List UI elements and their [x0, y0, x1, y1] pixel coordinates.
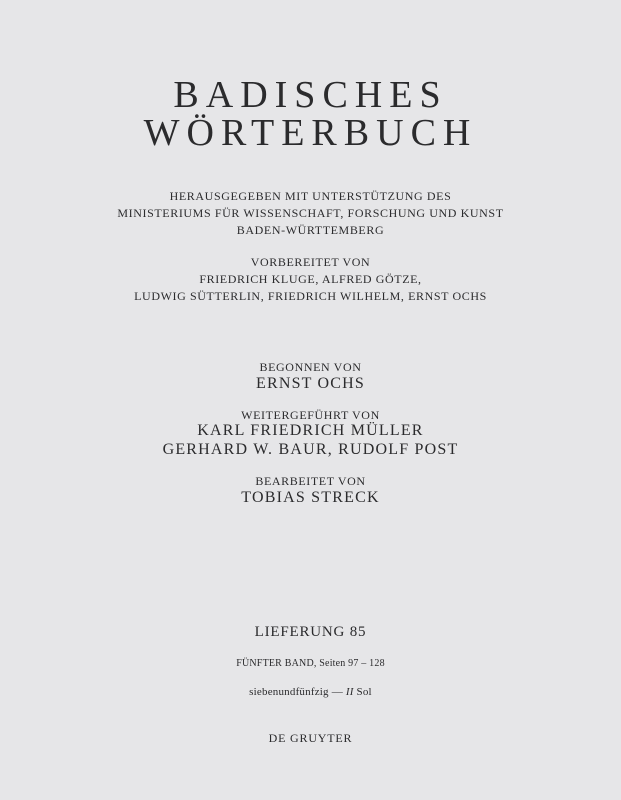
- issue-range-start: siebenundfünfzig —: [249, 686, 346, 698]
- issue-title: LIEFERUNG 85: [254, 624, 367, 640]
- issue-range-italic: II: [345, 686, 354, 698]
- publisher: DE GRUYTER: [268, 731, 353, 745]
- edited-name: TOBIAS STRECK: [241, 489, 380, 506]
- support-line-1: HERAUSGEGEBEN MIT UNTERSTÜTZUNG DES: [169, 189, 452, 203]
- title-line-2: WÖRTERBUCH: [143, 112, 478, 154]
- prepared-label: VORBEREITET VON: [250, 255, 371, 269]
- issue-volume: FÜNFTER BAND, Seiten 97 – 128: [236, 658, 385, 669]
- title-line-1: BADISCHES: [173, 74, 448, 116]
- prepared-line-2: LUDWIG SÜTTERLIN, FRIEDRICH WILHELM, ERNST OCHS: [134, 289, 487, 303]
- prepared-line-1: FRIEDRICH KLUGE, ALFRED GÖTZE,: [199, 272, 422, 286]
- issue-range: [0, 685, 621, 699]
- issue-range-end: Sol: [353, 686, 372, 698]
- begun-name: ERNST OCHS: [255, 375, 366, 392]
- support-line-2: MINISTERIUMS FÜR WISSENSCHAFT, FORSCHUNG UND KUNST: [117, 206, 504, 220]
- continued-line-2: GERHARD W. BAUR, RUDOLF POST: [162, 441, 459, 458]
- continued-label: WEITERGEFÜHRT VON: [241, 408, 380, 422]
- support-line-3: BADEN-WÜRTTEMBERG: [236, 223, 385, 237]
- continued-line-1: KARL FRIEDRICH MÜLLER: [197, 422, 424, 439]
- edited-label: BEARBEITET VON: [255, 474, 366, 488]
- begun-label: BEGONNEN VON: [259, 360, 362, 374]
